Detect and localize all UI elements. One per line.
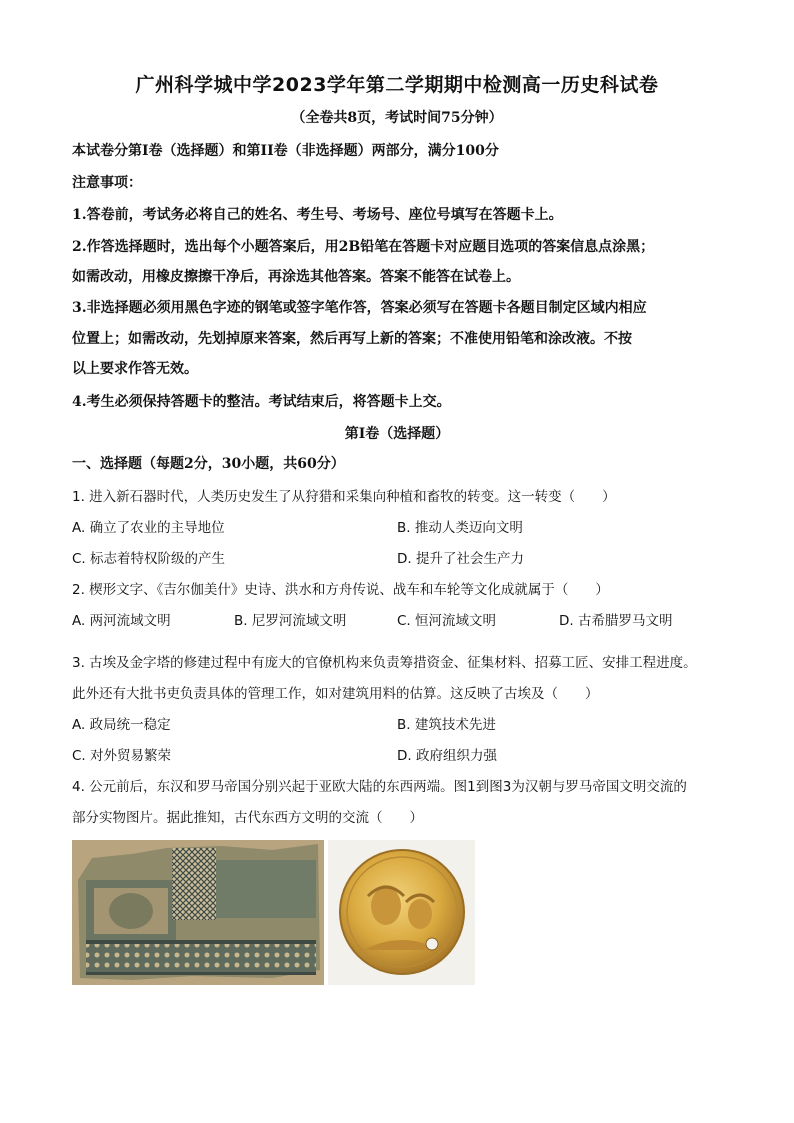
question-stem: 4. 公元前后，东汉和罗马帝国分别兴起于亚欧大陆的东西两端。图1到图3为汉朝与罗马帝国文明交流的 xyxy=(72,779,687,795)
option-c: C. 标志着特权阶级的产生 xyxy=(72,551,226,567)
part1-title: 第I卷（选择题） xyxy=(344,426,450,442)
question-stem: 1. 进入新石器时代，人类历史发生了从狩猎和采集向种植和畜牧的转变。这一转变（ ） xyxy=(72,489,616,505)
exam-subtitle: （全卷共8页，考试时间75分钟） xyxy=(291,110,503,126)
notice-line: 位置上；如需改动，先划掉原来答案，然后再写上新的答案；不准使用铅笔和涂改液。不按 xyxy=(72,331,632,347)
option-a: A. 确立了农业的主导地位 xyxy=(72,520,225,536)
textile-image xyxy=(72,840,324,985)
option-d: D. 提升了社会生产力 xyxy=(397,551,524,567)
gold-coin-photo xyxy=(328,840,475,985)
notice-line: 2.作答选择题时，选出每个小题答案后，用2B铅笔在答题卡对应题目选项的答案信息点涂黑； xyxy=(72,239,655,255)
paper-structure-line: 本试卷分第I卷（选择题）和第II卷（非选择题）两部分，满分100分 xyxy=(72,143,499,159)
question-stem: 2. 楔形文字、《吉尔伽美什》史诗、洪水和方舟传说、战车和车轮等文化成就属于（ ） xyxy=(72,582,609,598)
notice-line: 如需改动，用橡皮擦擦干净后，再涂选其他答案。答案不能答在试卷上。 xyxy=(72,269,520,285)
option-a: A. 两河流域文明 xyxy=(72,613,171,629)
question-stem: 部分实物图片。据此推知，古代东西方文明的交流（ ） xyxy=(72,810,423,826)
notice-title: 注意事项： xyxy=(72,175,142,191)
option-a: A. 政局统一稳定 xyxy=(72,717,171,733)
silk-textile-photo xyxy=(72,840,324,985)
notice-line: 以上要求作答无效。 xyxy=(72,361,198,377)
question-stem: 3. 古埃及金字塔的修建过程中有庞大的官僚机构来负责筹措资金、征集材料、招募工匠、安排工程进度。 xyxy=(72,655,697,671)
option-c: C. 对外贸易繁荣 xyxy=(72,748,172,764)
coin-image xyxy=(328,840,475,985)
option-c: C. 恒河流域文明 xyxy=(397,613,497,629)
option-b: B. 尼罗河流域文明 xyxy=(234,613,347,629)
option-b: B. 建筑技术先进 xyxy=(397,717,496,733)
option-d: D. 古希腊罗马文明 xyxy=(559,613,673,629)
notice-line: 4.考生必须保持答题卡的整洁。考试结束后，将答题卡上交。 xyxy=(72,394,451,410)
notice-line: 3.非选择题必须用黑色字迹的钢笔或签字笔作答，答案必须写在答题卡各题目制定区域内相应 xyxy=(72,300,647,316)
option-b: B. 推动人类迈向文明 xyxy=(397,520,523,536)
notice-line: 1.答卷前，考试务必将自己的姓名、考生号、考场号、座位号填写在答题卡上。 xyxy=(72,207,563,223)
question-stem: 此外还有大批书吏负责具体的管理工作，如对建筑用料的估算。这反映了古埃及（ ） xyxy=(72,686,599,702)
section1-title: 一、选择题（每题2分，30小题，共60分） xyxy=(72,456,345,472)
exam-title: 广州科学城中学2023学年第二学期期中检测高一历史科试卷 xyxy=(135,74,659,96)
option-d: D. 政府组织力强 xyxy=(397,748,497,764)
